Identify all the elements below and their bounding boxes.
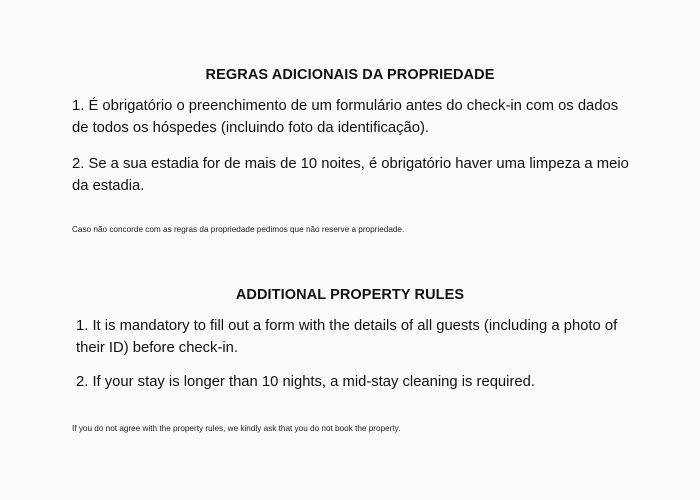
english-rules-section <box>0 286 700 433</box>
english-note: If you do not agree with the property rules, we kindly ask that you do not book the property. <box>72 424 401 433</box>
english-heading: ADDITIONAL PROPERTY RULES <box>235 287 465 303</box>
english-rule-2: 2. If your stay is longer than 10 nights, a mid-stay cleaning is required. <box>76 374 535 390</box>
portuguese-rule-1: 1. É obrigatório o preenchimento de um formulário antes do check-in com os dados de todos os hóspedes (incluindo foto da identificação). <box>72 98 619 136</box>
portuguese-heading: REGRAS ADICIONAIS DA PROPRIEDADE <box>205 67 495 83</box>
portuguese-note: Caso não concorde com as regras da propriedade pedimos que não reserve a propriedade. <box>72 225 405 234</box>
english-rule-1: 1. It is mandatory to fill out a form with the details of all guests (including a photo of their ID) before check-in. <box>76 318 618 356</box>
portuguese-rules-section <box>0 66 700 234</box>
portuguese-rule-2: 2. Se a sua estadia for de mais de 10 noites, é obrigatório haver uma limpeza a meio da estadia. <box>72 156 629 194</box>
